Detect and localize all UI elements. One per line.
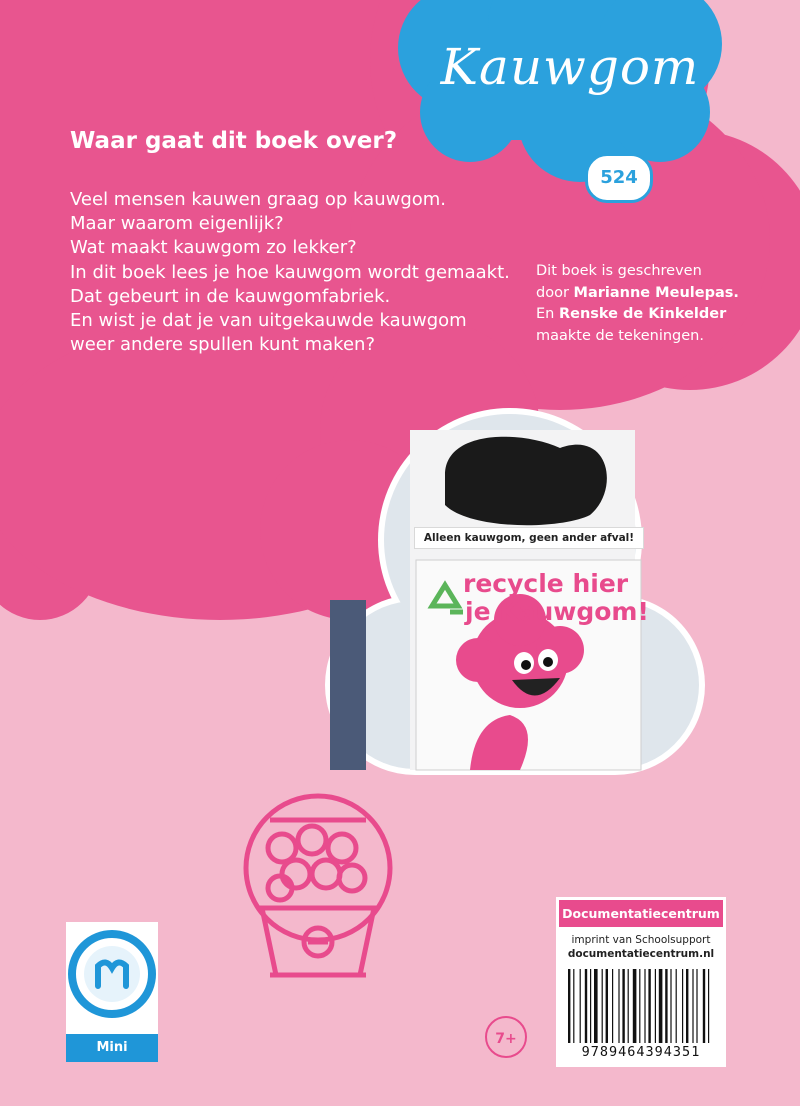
- credits-suffix: .: [733, 284, 739, 301]
- barcode-bar: [633, 969, 637, 1043]
- barcode-bar: [568, 969, 570, 1043]
- credits-line: Dit boek is geschreven: [536, 263, 702, 279]
- blurb-line: In dit boek lees je hoe kauwgom wordt gemaakt.: [70, 261, 510, 283]
- barcode-bar: [594, 969, 598, 1043]
- barcode-bar: [590, 969, 591, 1043]
- illustrator-name: Renske de Kinkelder: [558, 306, 727, 322]
- credits: [536, 261, 776, 347]
- publisher-imprint: imprint van Schoolsupport: [571, 934, 711, 946]
- author-name: Marianne Meulepas: [573, 284, 734, 301]
- barcode-bar: [686, 969, 688, 1043]
- barcode-bar: [639, 969, 640, 1043]
- gumball-machine-icon: [246, 796, 390, 975]
- blurb-line: Maar waarom eigenlijk?: [70, 213, 284, 235]
- barcode-bar: [573, 969, 574, 1043]
- barcode-bar: [618, 969, 619, 1043]
- barcode-bar: [655, 969, 656, 1043]
- series-title: Kauwgom: [440, 38, 700, 96]
- blurb-line: En wist je dat je van uitgekauwde kauwgom: [70, 310, 467, 332]
- isbn-number: 9789464394351: [581, 1044, 701, 1060]
- blurb-line: Dat gebeurt in de kauwgomfabriek.: [70, 285, 391, 307]
- barcode-bar: [692, 969, 693, 1043]
- age-badge: 7+: [485, 1016, 527, 1058]
- barcode-bar: [659, 969, 663, 1043]
- barcode-bar: [602, 969, 603, 1043]
- barcode-bar: [682, 969, 683, 1043]
- blurb-line: Wat maakt kauwgom zo lekker?: [70, 237, 357, 259]
- barcode-bar: [708, 969, 709, 1043]
- blurb-text: [70, 188, 520, 357]
- blurb-line: Veel mensen kauwen graag op kauwgom.: [70, 189, 447, 210]
- photo-sticker-label: Alleen kauwgom, geen ander afval!: [414, 527, 644, 549]
- isbn-barcode: [568, 969, 714, 1043]
- barcode-bar: [644, 969, 645, 1043]
- barcode-bar: [665, 969, 667, 1043]
- publisher-box: [556, 897, 726, 1067]
- barcode-bar: [628, 969, 629, 1043]
- publisher-url: documentatiecentrum.nl: [567, 948, 715, 960]
- barcode-bar: [580, 969, 581, 1043]
- recycle-line-1: recycle hier: [463, 569, 629, 598]
- photo-recycle-text: [463, 570, 649, 626]
- mini-level-logo: [66, 922, 158, 1034]
- barcode-bar: [676, 969, 677, 1043]
- blurb-line: weer andere spullen kunt maken?: [70, 334, 375, 356]
- barcode-bar: [703, 969, 705, 1043]
- credits-illustrator-line: [536, 304, 776, 326]
- barcode-bar: [696, 969, 697, 1043]
- credits-prefix: door: [536, 284, 574, 301]
- barcode-bar: [585, 969, 587, 1043]
- blurb-heading: Waar gaat dit boek over?: [70, 128, 398, 154]
- barcode-bar: [622, 969, 624, 1043]
- level-label: Mini: [66, 1034, 158, 1062]
- credits-author-line: [536, 283, 776, 305]
- publisher-name: Documentatiecentrum: [559, 900, 723, 927]
- credits-prefix: En: [536, 306, 559, 322]
- barcode-bar: [612, 969, 613, 1043]
- barcode-bar: [606, 969, 608, 1043]
- recycle-line-2: je Kauwgom!: [465, 597, 649, 626]
- barcode-bar: [648, 969, 650, 1043]
- book-number-badge: 524: [585, 153, 653, 203]
- credits-line: maakte de tekeningen.: [536, 327, 704, 344]
- barcode-bar: [670, 969, 671, 1043]
